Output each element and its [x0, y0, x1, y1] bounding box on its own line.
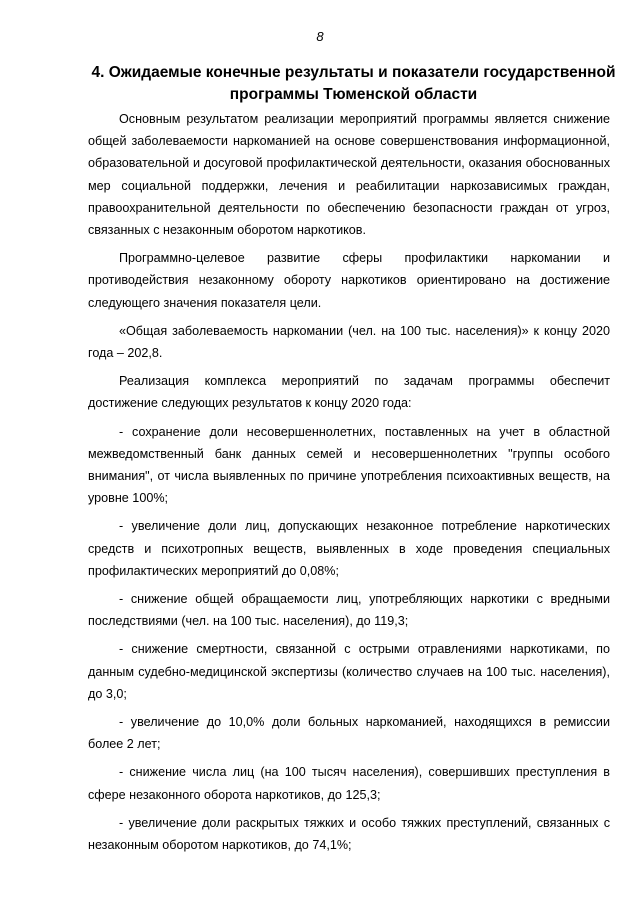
list-item: - увеличение доли лиц, допускающих незаконное потребление наркотических средств и психотропных веществ, выявленных в ходе проведения специальных профилактических мероприятий до 0,08%; — [88, 519, 610, 578]
body-text — [88, 108, 610, 862]
paragraph-program-target: Программно-целевое развитие сферы профилактики наркомании и противодействия незаконному обороту наркотиков ориентировано на достижение следующего значения показателя цели. — [88, 251, 610, 310]
list-item: - снижение общей обращаемости лиц, употребляющих наркотики с вредными последствиями (чел. на 100 тыс. населения), до 119,3; — [88, 592, 610, 629]
paragraph-main-result: Основным результатом реализации мероприятий программы является снижение общей заболеваемости наркоманией на основе совершенствования информационной, образовательной и досуговой профилактической деятельности, оказания обоснованных мер социальной поддержки, лечения и реабилитации наркозависимых граждан, правоохранительной деятельности по обеспечению безопасности граждан от угроз, связанных с незаконным оборотом наркотиков. — [88, 112, 610, 238]
section-title: 4. Ожидаемые конечные результаты и показатели государственной программы Тюменской области — [91, 64, 616, 103]
paragraph-indicator: «Общая заболеваемость наркомании (чел. на 100 тыс. населения)» к концу 2020 года – 202,8. — [88, 323, 610, 361]
page-number: 8 — [316, 29, 324, 44]
paragraph-results-intro: Реализация комплекса мероприятий по задачам программы обеспечит достижение следующих результатов к концу 2020 года: — [88, 374, 610, 411]
list-item: - увеличение доли раскрытых тяжких и особо тяжких преступлений, связанных с незаконным оборотом наркотиков, до 74,1%; — [88, 815, 610, 853]
list-item: - увеличение до 10,0% доли больных наркоманией, находящихся в ремиссии более 2 лет; — [88, 715, 610, 752]
list-item: - сохранение доли несовершеннолетних, поставленных на учет в областной межведомственный банк данных семей и несовершеннолетних "группы особого внимания", от числа выявленных по причине употребления психоактивных веществ, на уровне 100%; — [88, 424, 610, 506]
list-item: - снижение числа лиц (на 100 тысяч населения), совершивших преступления в сфере незаконного оборота наркотиков, до 125,3; — [88, 765, 610, 802]
list-item: - снижение смертности, связанной с острыми отравлениями наркотиками, по данным судебно-медицинской экспертизы (количество случаев на 100 тыс. населения), до 3,0; — [88, 642, 610, 701]
